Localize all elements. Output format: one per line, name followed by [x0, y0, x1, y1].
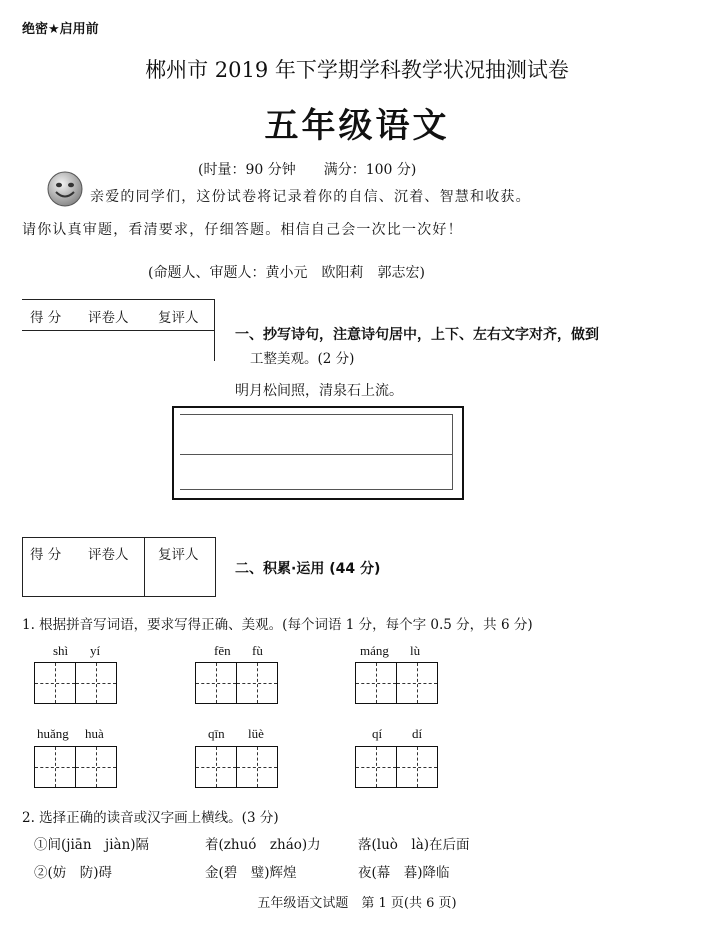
q2-item[interactable]: 夜(幕 暮)降临: [358, 865, 450, 881]
reviewer-head-1: 复评人: [158, 310, 199, 326]
pinyin: fù: [252, 643, 263, 658]
score-table-1-top: [22, 299, 214, 300]
pinyin: qí: [372, 726, 383, 741]
score-table-1-right: [214, 299, 215, 361]
section-1-title-line-2: 工整美观。(2 分): [250, 351, 355, 367]
section-1-title-line-1: 一、抄写诗句，注意诗句居中，上下、左右文字对齐，做到: [235, 327, 599, 343]
reviewer-head-2: 复评人: [158, 547, 199, 563]
writing-grid[interactable]: [355, 662, 438, 704]
question-1: 1. 根据拼音写词语，要求写得正确、美观。(每个词语 1 分，每个字 0.5 分，共 6 分): [22, 617, 533, 633]
smiley-icon: [46, 170, 84, 208]
pinyin: fēn: [214, 643, 231, 658]
pinyin: shì: [53, 643, 69, 658]
score-table-1-divider: [22, 330, 214, 331]
pinyin: qīn: [208, 726, 225, 741]
question-2: 2. 选择正确的读音或汉字画上横线。(3 分): [22, 810, 279, 826]
page-footer: 五年级语文试题 第 1 页(共 6 页): [257, 896, 457, 911]
q2-item[interactable]: 金(碧 璧)辉煌: [205, 865, 297, 881]
q2-item[interactable]: 落(luò là)在后面: [358, 837, 470, 853]
score-table-2-divider: [144, 537, 145, 597]
score-head-2: 得 分: [30, 547, 62, 563]
poem-text: 明月松间照，清泉石上流。: [235, 383, 403, 399]
writing-grid[interactable]: [34, 746, 117, 788]
section-2-title: 二、积累·运用 (44 分): [235, 561, 381, 577]
intro-line-2: 请你认真审题，看清要求，仔细答题。相信自己会一次比一次好！: [22, 222, 463, 238]
copy-box-midline: [180, 454, 452, 455]
exam-subject: 五年级语文: [264, 106, 450, 146]
time-info: (时量：90 分钟 满分：100 分): [198, 162, 417, 178]
intro-line-1: 亲爱的同学们，这份试卷将记录着你的自信、沉着、智慧和收获。: [90, 189, 531, 205]
pinyin: lüè: [248, 726, 264, 741]
writing-grid[interactable]: [195, 746, 278, 788]
pinyin: yí: [90, 643, 101, 658]
q2-item[interactable]: ②(妨 防)碍: [34, 865, 113, 881]
exam-title: 郴州市 2019 年下学期学科教学状况抽测试卷: [145, 58, 569, 82]
copy-box-inner[interactable]: [180, 414, 453, 490]
pinyin: dí: [412, 726, 423, 741]
pinyin: huà: [85, 726, 104, 741]
score-head-1: 得 分: [30, 310, 62, 326]
pinyin: lù: [410, 643, 421, 658]
q2-item[interactable]: ①间(jiān jiàn)隔: [34, 837, 150, 853]
confidential-label: 绝密★启用前: [22, 22, 99, 37]
pinyin: máng: [360, 643, 389, 658]
writing-grid[interactable]: [355, 746, 438, 788]
grader-head-1: 评卷人: [88, 310, 129, 326]
grader-head-2: 评卷人: [88, 547, 129, 563]
authors: (命题人、审题人：黄小元 欧阳莉 郭志宏): [148, 265, 425, 281]
q2-item[interactable]: 着(zhuó zháo)力: [205, 837, 321, 853]
writing-grid[interactable]: [195, 662, 278, 704]
pinyin: huǎng: [37, 726, 69, 741]
writing-grid[interactable]: [34, 662, 117, 704]
